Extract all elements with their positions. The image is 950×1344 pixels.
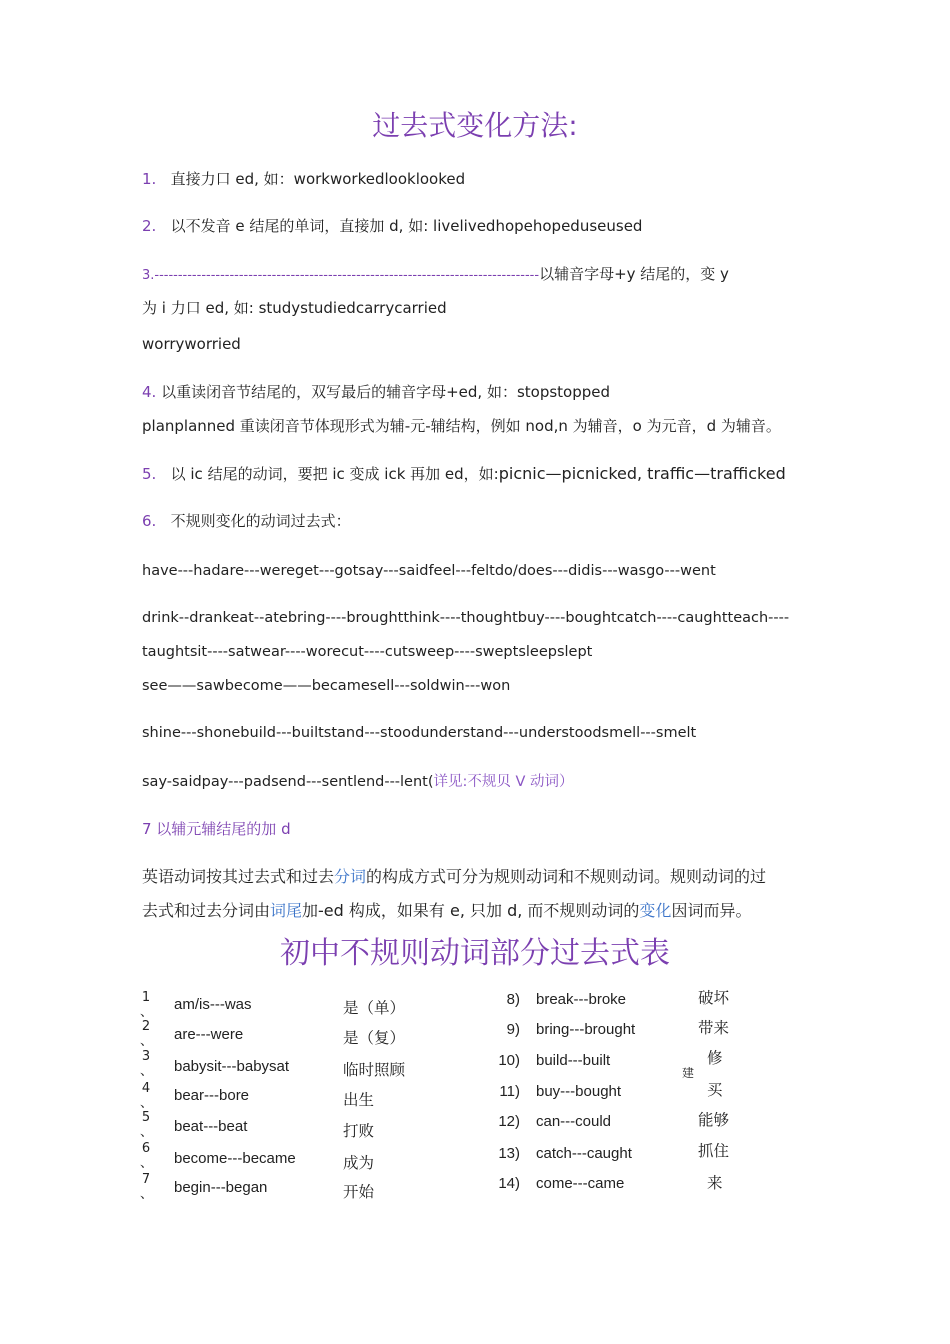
verb-meaning: 能够 bbox=[698, 1111, 730, 1129]
verb-meaning: 临时照顾 bbox=[343, 1061, 406, 1079]
row-number: 2 、 bbox=[140, 1019, 154, 1049]
rule-2 bbox=[142, 215, 642, 236]
link-change[interactable]: 变化 bbox=[639, 901, 672, 920]
irregular-line-6 bbox=[142, 770, 574, 791]
verb-meaning: 来 bbox=[707, 1174, 723, 1192]
verb-form: are---were bbox=[174, 1026, 244, 1043]
page-title: 过去式变化方法: bbox=[372, 109, 578, 142]
paragraph-text: 的构成方式可分为规则动词和不规则动词。规则动词的过 bbox=[366, 867, 767, 886]
rule-number: 1. bbox=[142, 170, 157, 188]
verb-meaning: 带来 bbox=[698, 1019, 730, 1037]
row-number: 13) bbox=[498, 1145, 520, 1162]
verb-meaning: 是（单） bbox=[343, 999, 406, 1017]
verb-meaning: 破坏 bbox=[698, 989, 730, 1007]
rule-number: 6. bbox=[142, 512, 157, 530]
row-number: 1 、 bbox=[140, 990, 154, 1020]
rule-example: picnic—picnicked, traffic—trafficked bbox=[498, 464, 786, 483]
row-number: 11) bbox=[499, 1083, 520, 1100]
verb-meaning: 是（复） bbox=[343, 1029, 406, 1047]
rule-text: 以 ic 结尾的动词，要把 ic 变成 ick 再加 ed，如: bbox=[170, 465, 499, 483]
verb-form: catch---caught bbox=[536, 1145, 632, 1162]
rule-number: 2. bbox=[142, 217, 157, 235]
verb-form: can---could bbox=[536, 1113, 612, 1130]
verb-form: am/is---was bbox=[174, 996, 252, 1013]
verb-form: bring---brought bbox=[536, 1021, 636, 1038]
rule-text: 以辅音字母+y 结尾的，变 y bbox=[539, 265, 729, 283]
verb-form: come---came bbox=[536, 1175, 625, 1192]
rule-4-line2: planplanned 重读闭音节体现形式为辅-元-辅结构，例如 nod,n 为辅音，o 为元音，d 为辅音。 bbox=[142, 417, 781, 435]
row-number: 5 、 bbox=[140, 1110, 154, 1140]
irregular-line-4: see——sawbecome——becamesell---soldwin---won bbox=[142, 678, 511, 694]
verb-meaning: 买 bbox=[707, 1081, 723, 1099]
rule-3-line3: worryworried bbox=[142, 335, 241, 353]
rule-1 bbox=[142, 168, 465, 189]
row-number: 12) bbox=[498, 1113, 520, 1130]
paragraph-text: 英语动词按其过去式和过去 bbox=[142, 867, 335, 886]
rule-3 bbox=[142, 263, 729, 284]
row-number: 9) bbox=[506, 1021, 520, 1038]
irregular-line-2: drink--drankeat--atebring----broughtthink----thoughtbuy----boughtcatch----caughtteach---- bbox=[142, 610, 790, 626]
rule-number: 3.---------------------------------------------------------------------------------- bbox=[142, 268, 540, 283]
verb-meaning: 修 bbox=[707, 1049, 723, 1067]
link-participle[interactable]: 分词 bbox=[334, 867, 367, 886]
rule-4 bbox=[142, 381, 610, 402]
verb-form: buy---bought bbox=[536, 1083, 622, 1100]
verb-meaning: 出生 bbox=[343, 1091, 375, 1109]
row-number: 10) bbox=[498, 1052, 520, 1069]
paragraph-line-2 bbox=[142, 898, 751, 921]
rule-text: 直接力口 ed, 如：workworkedlooklooked bbox=[170, 170, 466, 188]
irregular-line-5: shine---shonebuild---builtstand---stoodunderstand---understoodsmell---smelt bbox=[142, 725, 697, 741]
verb-meaning: 打败 bbox=[343, 1122, 375, 1140]
rule-number: 5. bbox=[142, 465, 157, 483]
verb-form: become---became bbox=[174, 1150, 296, 1167]
link-suffix[interactable]: 词尾 bbox=[270, 901, 303, 920]
verb-form: begin---began bbox=[174, 1179, 268, 1196]
row-number: 14) bbox=[498, 1175, 520, 1192]
row-number: 4 、 bbox=[140, 1081, 154, 1111]
verb-form: break---broke bbox=[536, 991, 627, 1008]
verb-form: beat---beat bbox=[174, 1118, 248, 1135]
verb-meaning: 成为 bbox=[343, 1154, 375, 1172]
paragraph-text: 去式和过去分词由 bbox=[142, 901, 271, 920]
row-number: 3 、 bbox=[140, 1049, 154, 1079]
rule-text: 以不发音 e 结尾的单词，直接加 d, 如: livelivedhopehopeduseused bbox=[170, 217, 643, 235]
row-number: 6 、 bbox=[140, 1141, 154, 1171]
rule-text: 不规则变化的动词过去式： bbox=[170, 512, 351, 530]
reference-link[interactable]: 详见:不规贝 V 动词） bbox=[433, 774, 574, 790]
table-title: 初中不规则动词部分过去式表 bbox=[280, 936, 670, 971]
verb-form: bear---bore bbox=[174, 1087, 250, 1104]
paragraph-line-1 bbox=[142, 864, 766, 887]
row-number: 7 、 bbox=[140, 1172, 154, 1202]
rule-5 bbox=[142, 463, 786, 484]
row-number: 8) bbox=[506, 991, 520, 1008]
paragraph-text: 因词而异。 bbox=[671, 901, 752, 920]
irregular-line-1: have---hadare---wereget---gotsay---saidfeel---feltdo/does---didis---wasgo---went bbox=[142, 563, 716, 579]
rule-7-text: 7 以辅元辅结尾的加 d bbox=[142, 820, 291, 838]
verb-form: build---built bbox=[536, 1052, 611, 1069]
verb-meaning: 开始 bbox=[343, 1183, 375, 1201]
stray-character: 建 bbox=[682, 1066, 695, 1080]
rule-number: 4. bbox=[142, 383, 157, 401]
rule-6 bbox=[142, 510, 351, 531]
rule-7 bbox=[142, 818, 291, 839]
irregular-line-3: taughtsit----satwear----worecut----cutsweep----sweptsleepslept bbox=[142, 644, 593, 660]
verb-meaning: 抓住 bbox=[698, 1142, 730, 1160]
rule-text: 以重读闭音节结尾的，双写最后的辅音字母+ed, 如：stopstopped bbox=[161, 383, 611, 401]
rule-3-line2: 为 i 力口 ed, 如: studystudiedcarrycarried bbox=[142, 299, 447, 317]
paragraph-text: 加-ed 构成，如果有 e, 只加 d, 而不规则动词的 bbox=[302, 901, 640, 920]
verb-form: babysit---babysat bbox=[174, 1058, 290, 1075]
irregular-line-text: say-saidpay---padsend---sentlend---lent( bbox=[142, 774, 434, 790]
